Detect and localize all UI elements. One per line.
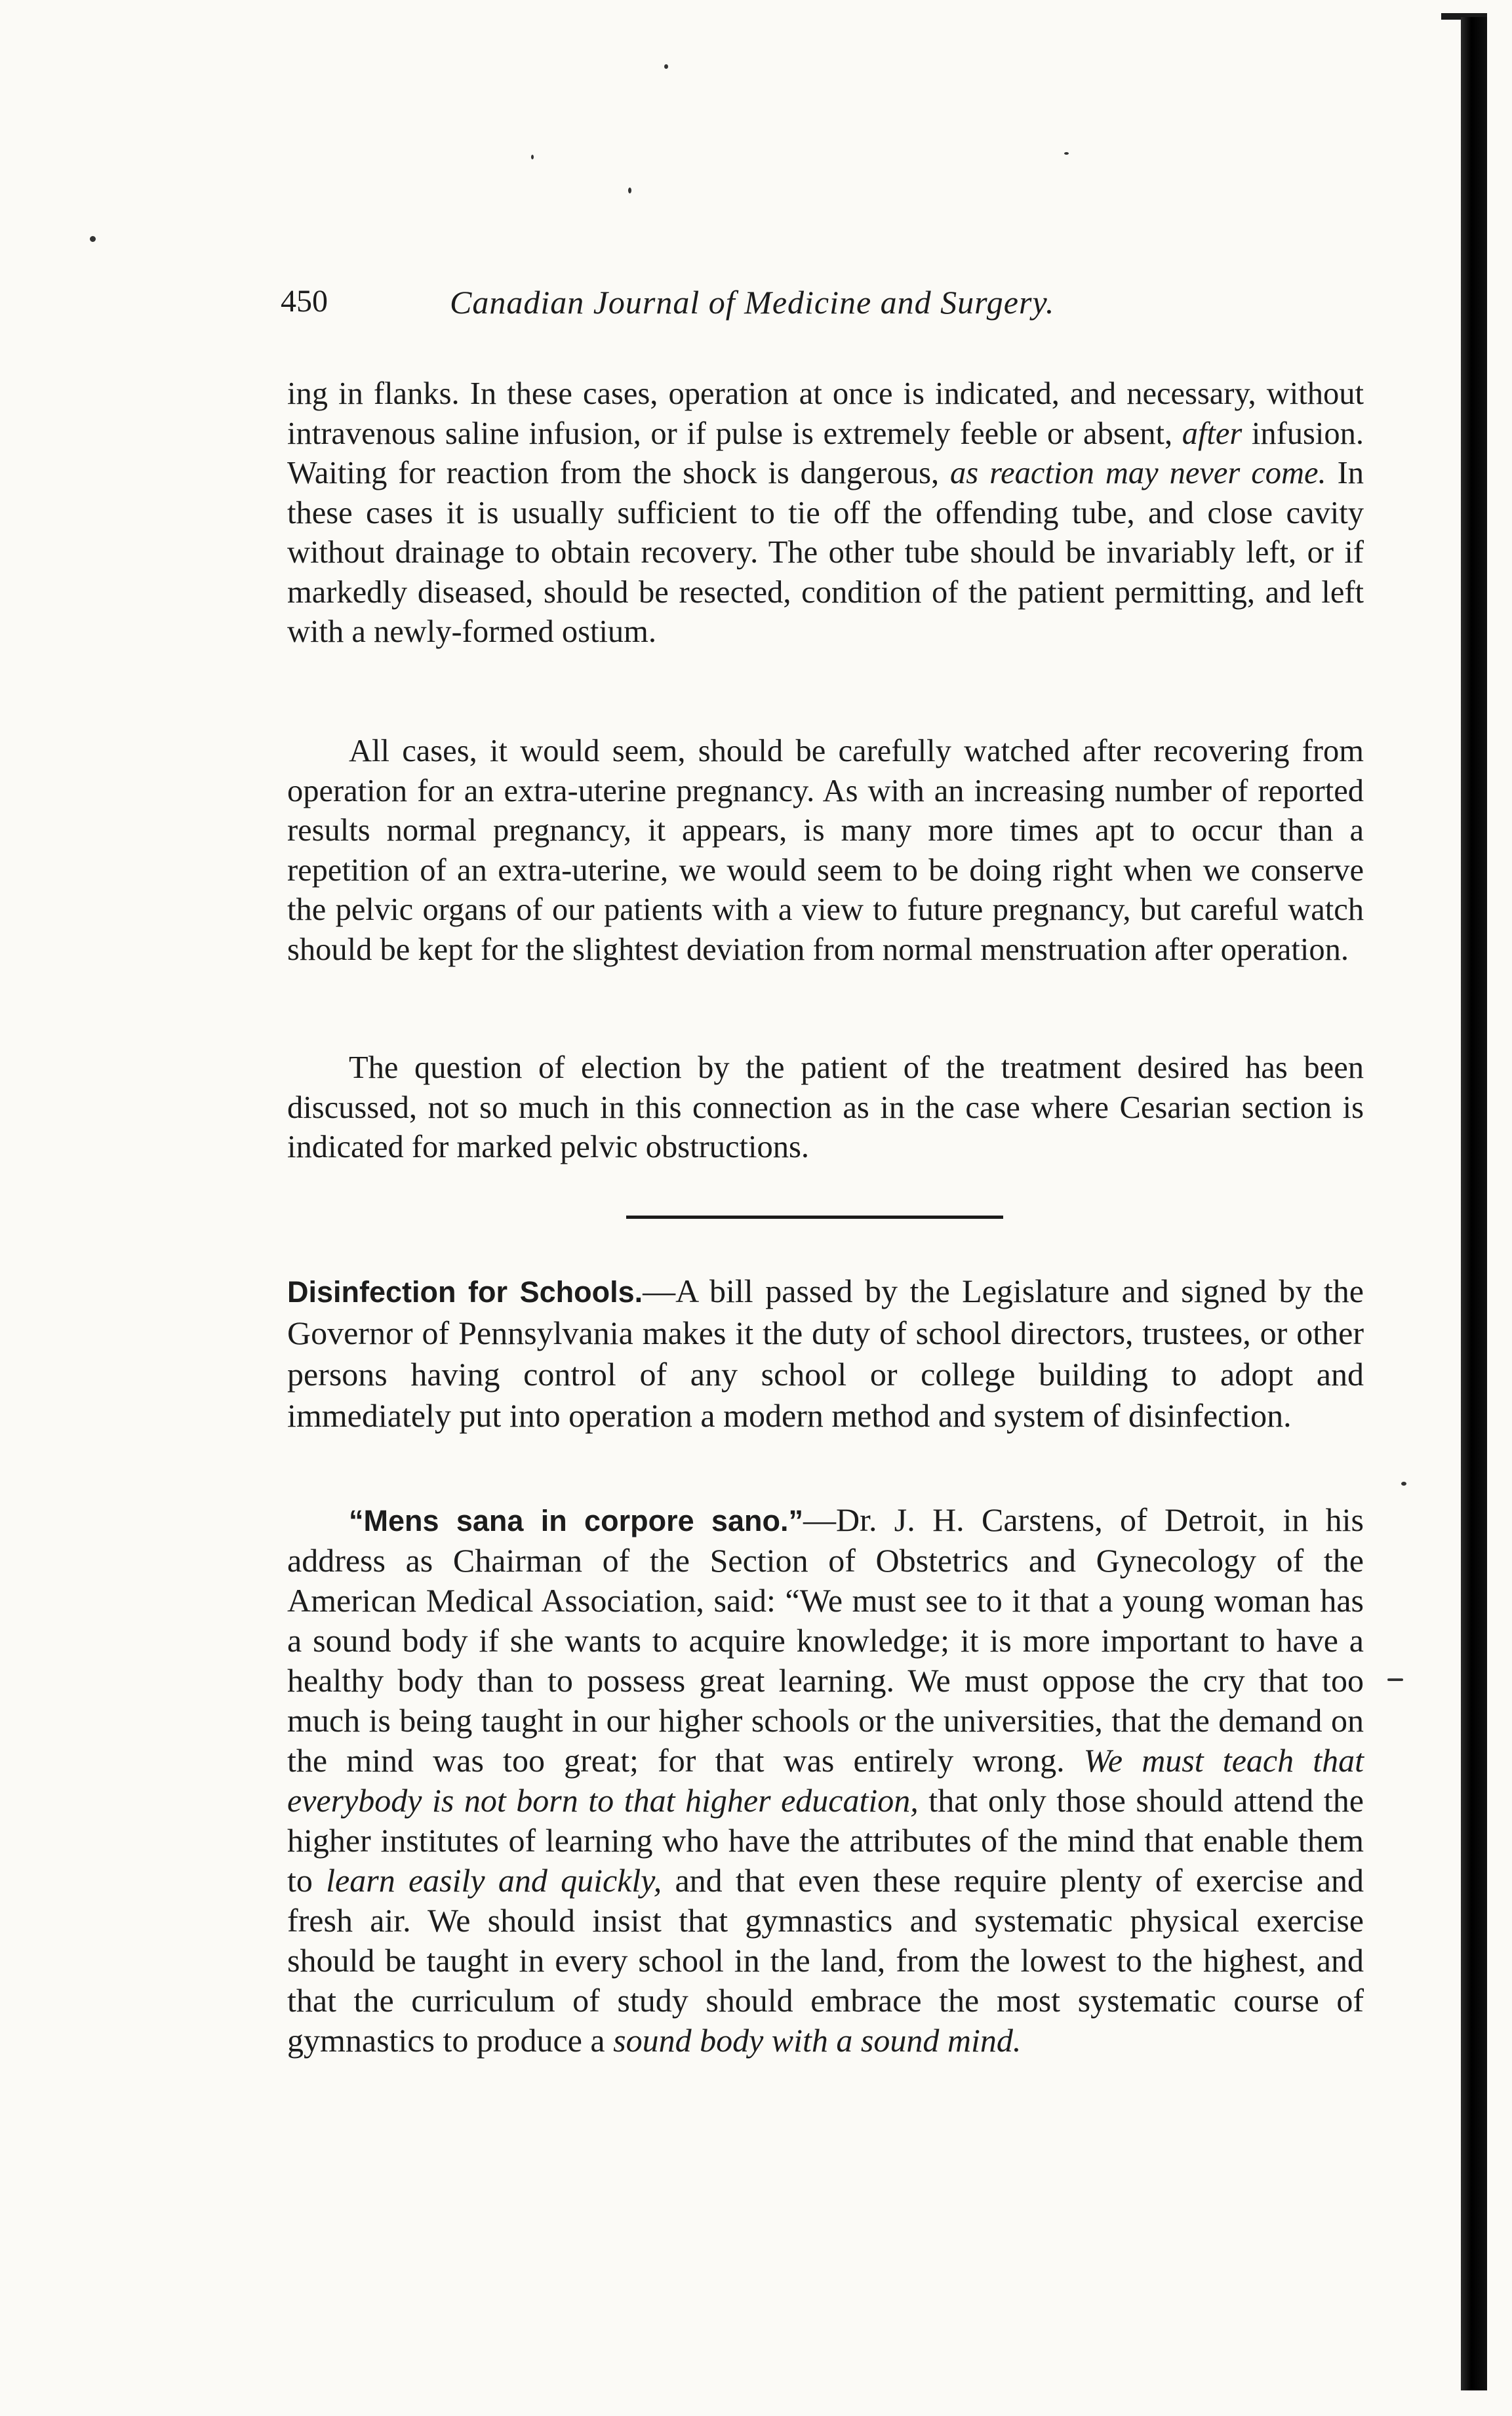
ink-speck xyxy=(664,64,668,69)
disinfection-heading: Disinfection for Schools. xyxy=(287,1275,643,1309)
mens-sana-item: “Mens sana in corpore sano.”—Dr. J. H. Carstens, of Detroit, in his address as Chairman of the Section of Obstetrics and Gynecology of the American Medical Association, said: “We must see to it that a young woman has a sound body if she wants to acquire knowledge; it is more important to have a healthy body than to possess great learning. We must oppose the cry that too much is being taught in our higher schools or the universities, that the demand on the mind was too great; for that was entirely wrong. We must teach that everybody is not born to that higher education, that only those should attend the higher institutes of learning who have the attributes of the mind that enable them to learn easily and quickly, and that even these require plenty of exercise and fresh air. We should insist that gymnastics and systematic physical exercise should be taught in every school in the land, from the lowest to the highest, and that the curriculum of study should embrace the most systematic course of gymnastics to produce a sound body with a sound mind. xyxy=(287,1501,1364,2059)
ink-speck xyxy=(1401,1482,1406,1486)
section-divider xyxy=(626,1216,1003,1219)
paragraph-2: All cases, it would seem, should be carefully watched after recovering from operation for an extra-uterine pregnancy. As with an increasing number of reported results normal pregnancy, it appears, is many more times apt to occur than a repetition of an extra-uterine, we would seem to be doing right when we conserve the pelvic organs of our patients with a view to future pregnancy, but careful watch should be kept for the slightest deviation from normal menstruation after operation. xyxy=(287,734,1364,967)
margin-rule xyxy=(1461,17,1487,2390)
page-number: 450 xyxy=(281,284,328,319)
running-header xyxy=(281,283,1172,329)
ink-speck xyxy=(628,188,631,193)
disinfection-text: —A bill passed by the Legislature and signed by the Governor of Pennsylvania makes it the duty of school directors, trustees, or other persons having control of any school or college building to adopt and immediately put into operation a modern method and system of disinfection. xyxy=(287,1273,1364,1434)
ink-speck xyxy=(1064,152,1069,155)
mens-sana-heading: “Mens sana in corpore sano.” xyxy=(349,1504,803,1537)
ink-speck xyxy=(531,155,534,159)
disinfection-item xyxy=(287,1271,1364,1436)
paragraph-1: ing in flanks. In these cases, operation at once is indicated, and necessary, without intravenous saline infusion, or if pulse is extremely feeble or absent, after infusion. Waiting for reaction from the shock is dangerous, as reaction may never come. In these cases it is usually sufficient to tie off the offending tube, and close cavity without drainage to obtain recovery. The other tube should be invariably left, or if markedly diseased, should be resected, condition of the patient permitting, and left with a newly-formed ostium. xyxy=(287,376,1364,649)
journal-title: Canadian Journal of Medicine and Surgery. xyxy=(450,284,1055,321)
article-body xyxy=(287,374,1364,652)
paragraph-3: The question of election by the patient of the treatment desired has been discussed, not so much in this connection as in the case where Cesarian section is indicated for marked pelvic obstructions. xyxy=(287,1050,1364,1164)
ink-speck xyxy=(1387,1678,1403,1681)
ink-speck xyxy=(90,236,96,242)
